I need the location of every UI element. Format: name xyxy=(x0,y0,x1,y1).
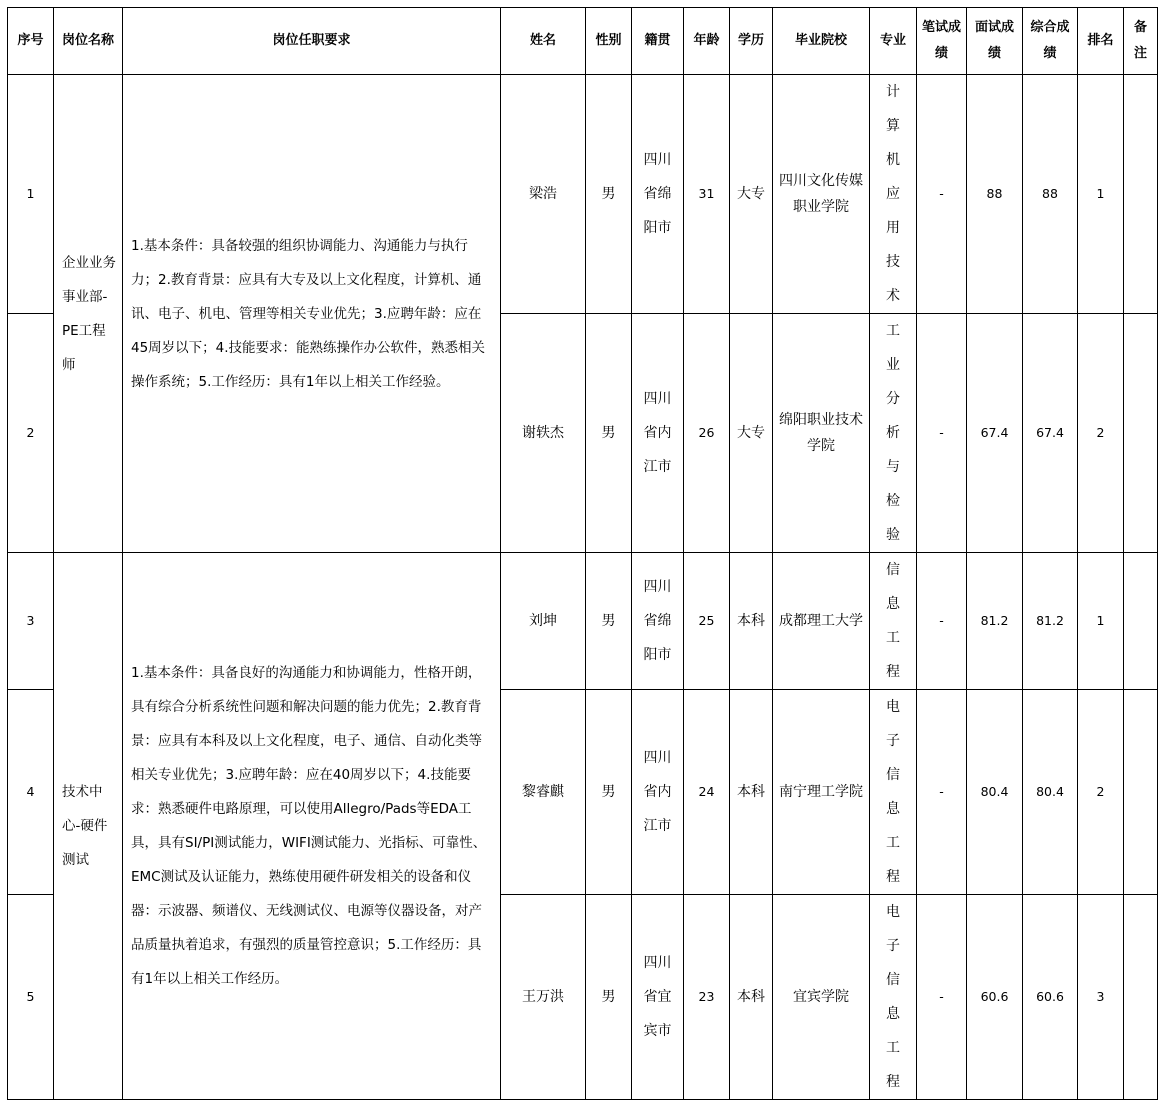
row-index: 2 xyxy=(8,314,54,553)
education-cell: 本科 xyxy=(730,690,773,895)
results-table xyxy=(7,7,1158,1100)
position-cell: 技术中心-硬件测试 xyxy=(54,553,123,1100)
age-cell: 26 xyxy=(684,314,730,553)
header-gender: 性别 xyxy=(586,8,632,75)
origin-cell: 四川省宜宾市 xyxy=(632,895,684,1100)
education-cell: 本科 xyxy=(730,895,773,1100)
origin-cell: 四川省绵阳市 xyxy=(632,553,684,690)
gender-cell: 男 xyxy=(586,553,632,690)
header-requirements: 岗位任职要求 xyxy=(123,8,501,75)
interview-score-cell: 80.4 xyxy=(967,690,1023,895)
total-score-cell: 67.4 xyxy=(1023,314,1078,553)
position-cell: 企业业务事业部-PE工程师 xyxy=(54,75,123,553)
gender-cell: 男 xyxy=(586,895,632,1100)
written-score-cell: - xyxy=(917,314,967,553)
school-cell: 宜宾学院 xyxy=(773,895,870,1100)
age-cell: 24 xyxy=(684,690,730,895)
school-cell: 南宁理工学院 xyxy=(773,690,870,895)
school-cell: 四川文化传媒职业学院 xyxy=(773,75,870,314)
interview-score-cell: 88 xyxy=(967,75,1023,314)
note-cell xyxy=(1124,75,1158,314)
header-age: 年龄 xyxy=(684,8,730,75)
written-score-cell: - xyxy=(917,553,967,690)
note-cell xyxy=(1124,690,1158,895)
major-cell: 工业分析与检验 xyxy=(870,314,917,553)
school-cell: 绵阳职业技术学院 xyxy=(773,314,870,553)
major-cell: 电子信息工程 xyxy=(870,690,917,895)
requirements-cell: 1.基本条件：具备较强的组织协调能力、沟通能力与执行力；2.教育背景：应具有大专及以上文化程度，计算机、通讯、电子、机电、管理等相关专业优先；3.应聘年龄：应在45周岁以下；4.技能要求：能熟练操作办公软件，熟悉相关操作系统；5.工作经历：具有1年以上相关工作经验。 xyxy=(123,75,501,553)
header-school: 毕业院校 xyxy=(773,8,870,75)
name-cell: 王万洪 xyxy=(501,895,586,1100)
header-note: 备注 xyxy=(1124,8,1158,75)
table-row xyxy=(8,75,1158,314)
rank-cell: 2 xyxy=(1078,690,1124,895)
note-cell xyxy=(1124,314,1158,553)
written-score-cell: - xyxy=(917,690,967,895)
major-cell: 信息工程 xyxy=(870,553,917,690)
rank-cell: 1 xyxy=(1078,75,1124,314)
name-cell: 梁浩 xyxy=(501,75,586,314)
age-cell: 25 xyxy=(684,553,730,690)
interview-score-cell: 67.4 xyxy=(967,314,1023,553)
major-cell: 电子信息工程 xyxy=(870,895,917,1100)
interview-score-cell: 81.2 xyxy=(967,553,1023,690)
origin-cell: 四川省绵阳市 xyxy=(632,75,684,314)
note-cell xyxy=(1124,553,1158,690)
major-cell: 计算机应用技术 xyxy=(870,75,917,314)
education-cell: 大专 xyxy=(730,314,773,553)
interview-score-cell: 60.6 xyxy=(967,895,1023,1100)
header-interview-score: 面试成绩 xyxy=(967,8,1023,75)
header-name: 姓名 xyxy=(501,8,586,75)
age-cell: 31 xyxy=(684,75,730,314)
written-score-cell: - xyxy=(917,75,967,314)
header-written-score: 笔试成绩 xyxy=(917,8,967,75)
education-cell: 大专 xyxy=(730,75,773,314)
row-index: 4 xyxy=(8,690,54,895)
total-score-cell: 80.4 xyxy=(1023,690,1078,895)
gender-cell: 男 xyxy=(586,75,632,314)
rank-cell: 3 xyxy=(1078,895,1124,1100)
school-cell: 成都理工大学 xyxy=(773,553,870,690)
header-index: 序号 xyxy=(8,8,54,75)
header-major: 专业 xyxy=(870,8,917,75)
total-score-cell: 88 xyxy=(1023,75,1078,314)
age-cell: 23 xyxy=(684,895,730,1100)
header-education: 学历 xyxy=(730,8,773,75)
education-cell: 本科 xyxy=(730,553,773,690)
header-origin: 籍贯 xyxy=(632,8,684,75)
origin-cell: 四川省内江市 xyxy=(632,314,684,553)
header-position: 岗位名称 xyxy=(54,8,123,75)
header-rank: 排名 xyxy=(1078,8,1124,75)
header-total-score: 综合成绩 xyxy=(1023,8,1078,75)
name-cell: 黎睿麒 xyxy=(501,690,586,895)
origin-cell: 四川省内江市 xyxy=(632,690,684,895)
total-score-cell: 60.6 xyxy=(1023,895,1078,1100)
rank-cell: 1 xyxy=(1078,553,1124,690)
row-index: 3 xyxy=(8,553,54,690)
requirements-cell: 1.基本条件：具备良好的沟通能力和协调能力，性格开朗，具有综合分析系统性问题和解决问题的能力优先；2.教育背景：应具有本科及以上文化程度，电子、通信、自动化类等相关专业优先；3.应聘年龄：应在40周岁以下；4.技能要求：熟悉硬件电路原理，可以使用Allegro/Pads等EDA工具，具有SI/PI测试能力，WIFI测试能力、光指标、可靠性、EMC测试及认证能力，熟练使用硬件研发相关的设备和仪器：示波器、频谱仪、无线测试仪、电源等仪器设备，对产品质量执着追求，有强烈的质量管控意识；5.工作经历：具有1年以上相关工作经历。 xyxy=(123,553,501,1100)
total-score-cell: 81.2 xyxy=(1023,553,1078,690)
gender-cell: 男 xyxy=(586,314,632,553)
written-score-cell: - xyxy=(917,895,967,1100)
name-cell: 谢轶杰 xyxy=(501,314,586,553)
row-index: 5 xyxy=(8,895,54,1100)
note-cell xyxy=(1124,895,1158,1100)
rank-cell: 2 xyxy=(1078,314,1124,553)
table-row xyxy=(8,553,1158,690)
header-row xyxy=(8,8,1158,75)
gender-cell: 男 xyxy=(586,690,632,895)
name-cell: 刘坤 xyxy=(501,553,586,690)
row-index: 1 xyxy=(8,75,54,314)
